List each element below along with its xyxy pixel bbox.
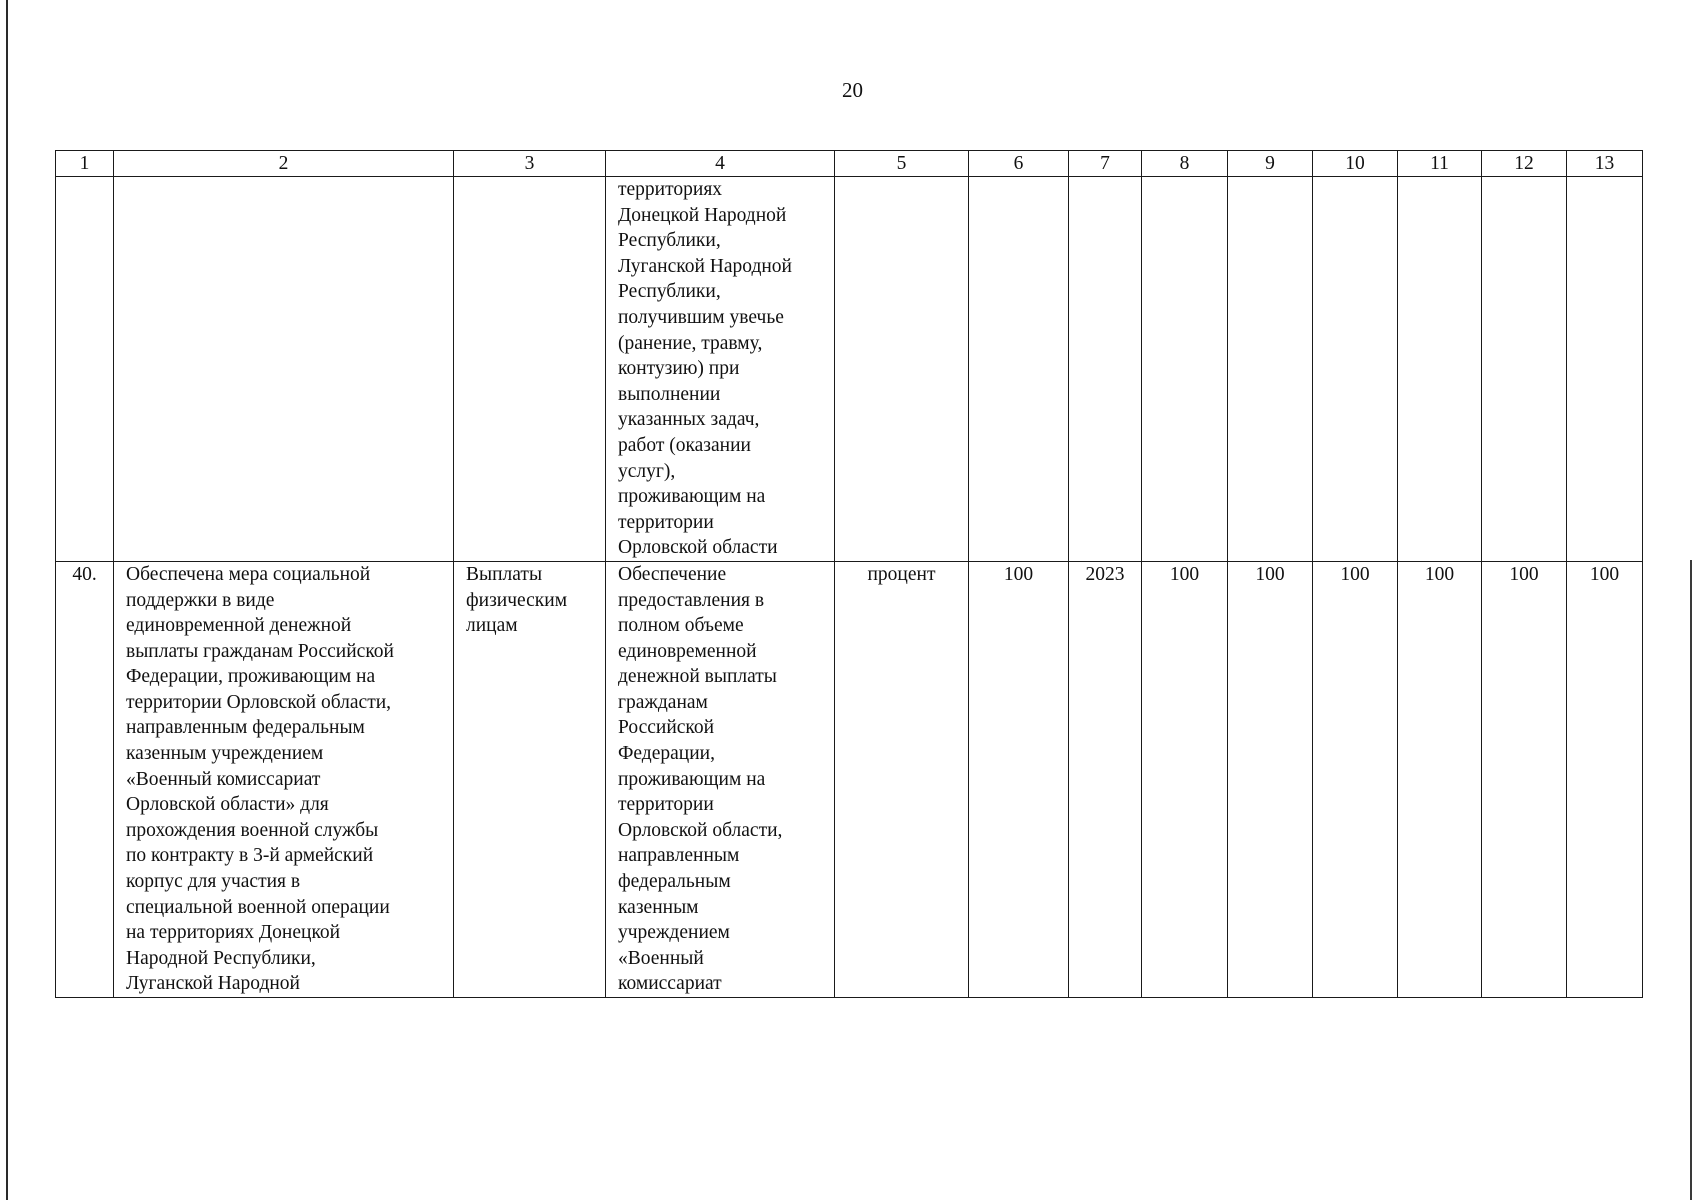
table-cell bbox=[1142, 177, 1228, 562]
value-cell: 100 bbox=[1567, 561, 1643, 997]
value-cell: 100 bbox=[1398, 561, 1482, 997]
column-header: 6 bbox=[969, 151, 1069, 177]
value-cell: 100 bbox=[1313, 561, 1398, 997]
table-cell bbox=[835, 177, 969, 562]
column-header: 7 bbox=[1069, 151, 1142, 177]
table-cell bbox=[454, 177, 606, 562]
scan-edge-right bbox=[1690, 560, 1692, 1200]
base-year-cell: 2023 bbox=[1069, 561, 1142, 997]
unit-cell: процент bbox=[835, 561, 969, 997]
indicators-table bbox=[55, 150, 1643, 998]
table-cell bbox=[1482, 177, 1567, 562]
table-cell bbox=[1398, 177, 1482, 562]
column-header: 2 bbox=[114, 151, 454, 177]
table-cell bbox=[1567, 177, 1643, 562]
type-cell bbox=[454, 561, 606, 997]
table-row-40 bbox=[56, 561, 1643, 997]
result-name-cell bbox=[114, 561, 454, 997]
table-cell bbox=[1228, 177, 1313, 562]
base-value-cell: 100 bbox=[969, 561, 1069, 997]
column-header: 12 bbox=[1482, 151, 1567, 177]
value-cell: 100 bbox=[1228, 561, 1313, 997]
table-cell bbox=[1069, 177, 1142, 562]
column-header: 9 bbox=[1228, 151, 1313, 177]
table-row-continuation bbox=[56, 177, 1643, 562]
scan-edge-left bbox=[6, 0, 8, 1200]
description-cell bbox=[606, 561, 835, 997]
page-number: 20 bbox=[842, 78, 863, 102]
table-cell bbox=[1313, 177, 1398, 562]
type-text: Выплаты физическим лицам bbox=[466, 563, 568, 637]
table-header-row bbox=[56, 151, 1643, 177]
value-cell: 100 bbox=[1482, 561, 1567, 997]
column-header: 1 bbox=[56, 151, 114, 177]
column-header: 10 bbox=[1313, 151, 1398, 177]
row-index: 40. bbox=[56, 561, 114, 997]
result-name-text: Обеспечена мера социальной поддержки в виде единовременной денежной выплаты гражданам Российской Федерации, проживающим на территории Орловской области, направленным федеральным казенным учреждением «Военный комиссариат Орловской области» для прохождения военной службы по контракту в 3-й армейский корпус для участия в специальной военной операции на территориях Донецкой Народной Республики, Луганской Народной bbox=[126, 563, 394, 995]
column-header: 3 bbox=[454, 151, 606, 177]
table-cell-description bbox=[606, 177, 835, 562]
value-cell: 100 bbox=[1142, 561, 1228, 997]
description-text: Обеспечение предоставления в полном объеме единовременной денежной выплаты гражданам Российской Федерации, проживающим на территории Орловской области, направленным федеральным казенным учреждением «Военный комиссариат bbox=[618, 563, 783, 995]
column-header: 11 bbox=[1398, 151, 1482, 177]
column-header: 4 bbox=[606, 151, 835, 177]
column-header: 13 bbox=[1567, 151, 1643, 177]
table-cell bbox=[56, 177, 114, 562]
description-text: территориях Донецкой Народной Республики, Луганской Народной Республики, получившим увечье (ранение, травму, контузию) при выполнении указанных задач, работ (оказании услуг), проживающим на территории Орловской области bbox=[618, 179, 792, 559]
column-header: 8 bbox=[1142, 151, 1228, 177]
table-cell bbox=[114, 177, 454, 562]
column-header: 5 bbox=[835, 151, 969, 177]
table-cell bbox=[969, 177, 1069, 562]
